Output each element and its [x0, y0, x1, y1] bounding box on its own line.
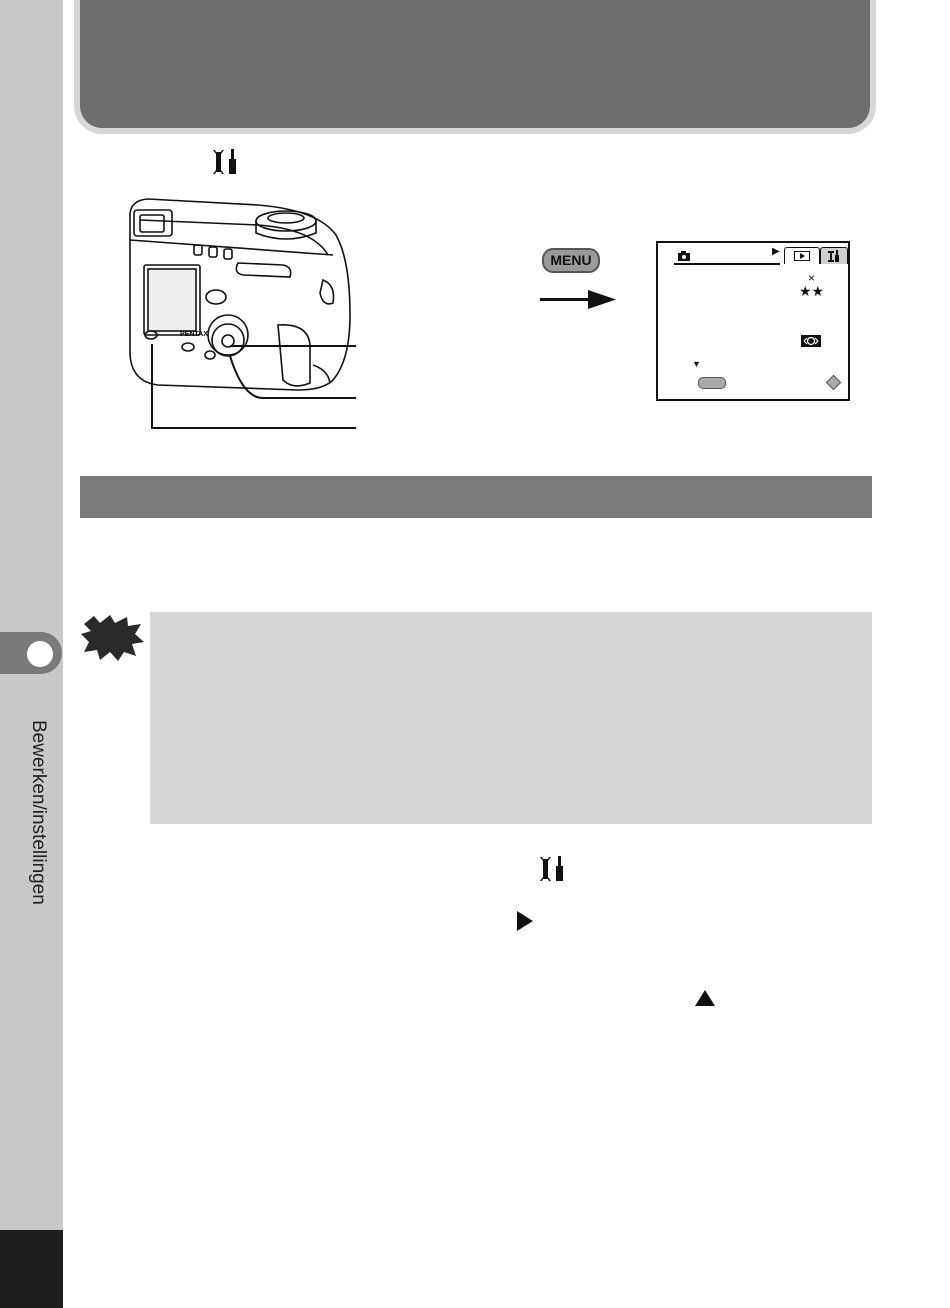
- header-banner: [80, 0, 870, 128]
- svg-text:PENTAX: PENTAX: [180, 331, 208, 338]
- scroll-down-arrow: ▼: [692, 359, 701, 369]
- setup-tab: [820, 247, 848, 264]
- memo-box: [150, 612, 872, 824]
- menu-button-indicator: [698, 377, 726, 389]
- menu-button-icon: MENU: [542, 248, 600, 273]
- memo-burst-icon: [80, 614, 146, 662]
- callout-leader-lines: [148, 330, 358, 435]
- capture-tab: [674, 247, 780, 263]
- screen-row-2: ★★: [799, 283, 825, 299]
- arrow-right-icon: [540, 289, 616, 311]
- playback-icon: [794, 251, 810, 261]
- wrench-screwdriver-icon: [212, 148, 242, 176]
- wrench-screwdriver-icon: [828, 250, 840, 262]
- tab-arrow: ▶: [772, 246, 780, 257]
- camera-icon: [678, 251, 690, 261]
- triangle-right-icon: [516, 910, 534, 932]
- ok-button-indicator: [826, 375, 842, 391]
- playback-tab: [784, 247, 820, 264]
- metering-icon: [801, 335, 821, 347]
- chapter-number-circle: [27, 641, 53, 667]
- triangle-up-icon: [694, 989, 716, 1007]
- chapter-label: Bewerken/instellingen: [28, 720, 49, 905]
- wrench-screwdriver-icon: [539, 855, 569, 883]
- page-corner-block: [0, 1230, 63, 1308]
- screen-row-1: ×: [808, 271, 816, 285]
- camera-menu-screen: [656, 241, 850, 401]
- section-heading-bar: [80, 476, 872, 518]
